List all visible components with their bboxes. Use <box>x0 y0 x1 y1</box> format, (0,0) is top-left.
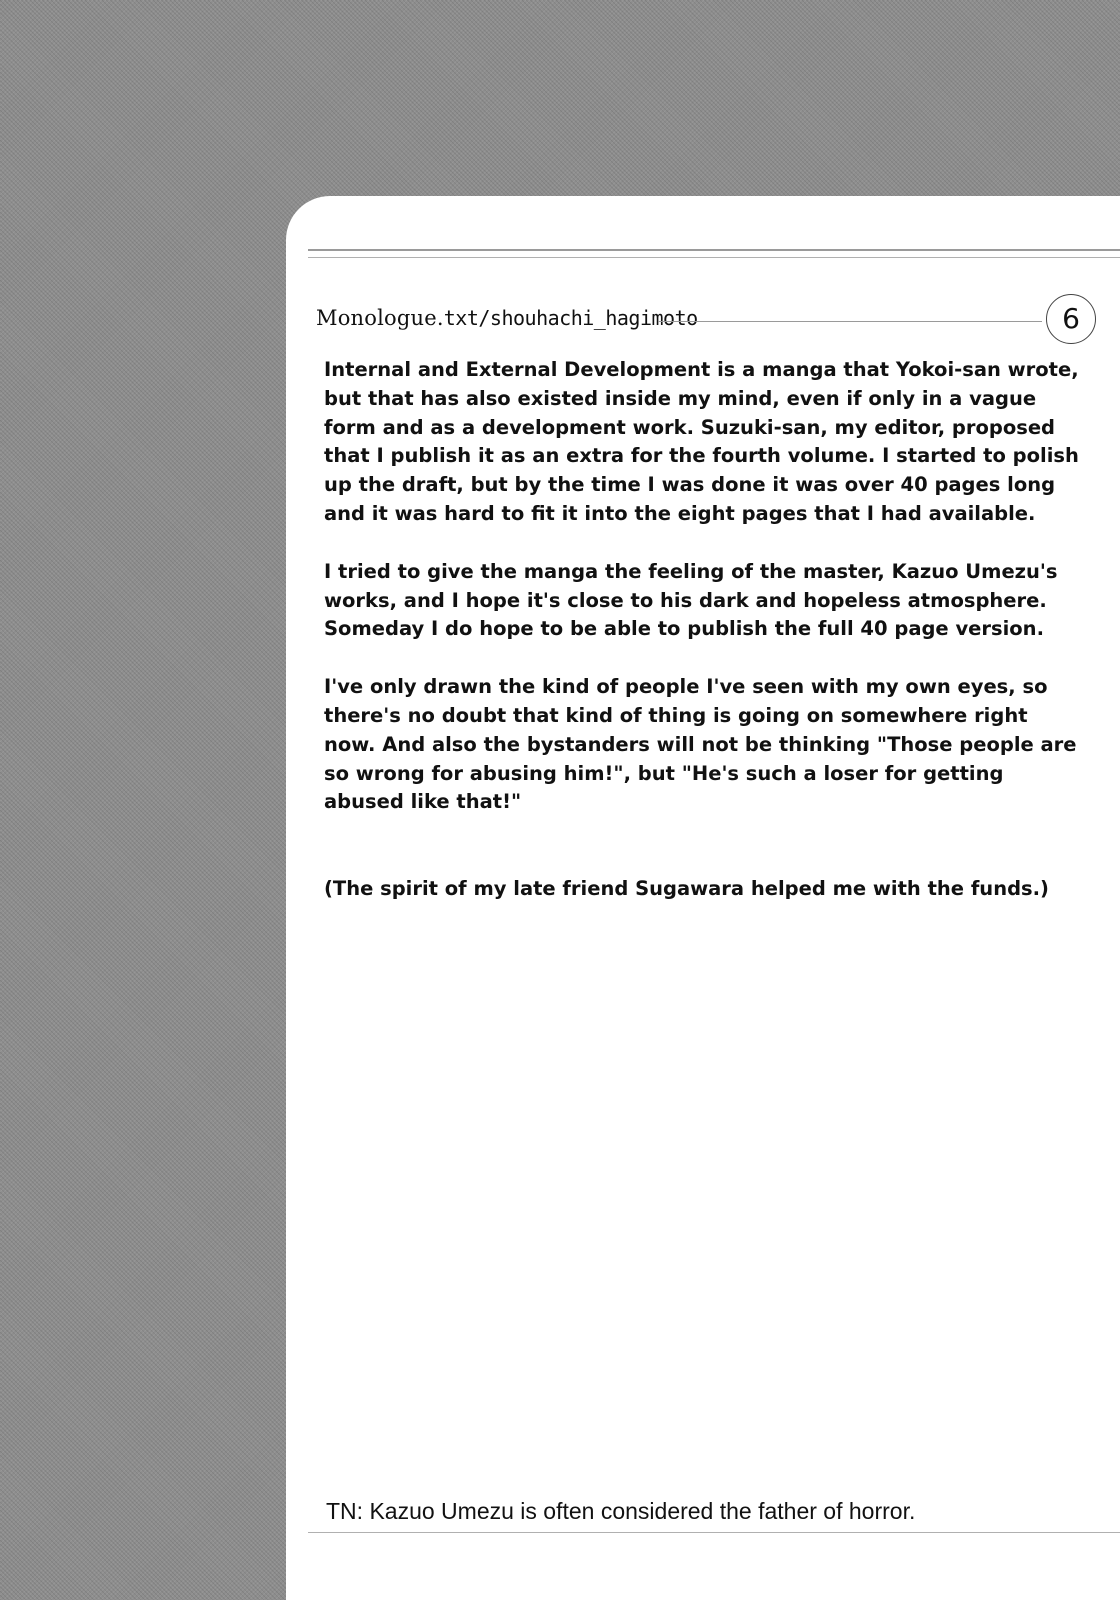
page-title-suffix: txt/shouhachi_hagimoto <box>443 306 698 330</box>
monologue-body <box>324 356 1084 933</box>
page-header <box>316 302 1096 362</box>
paragraph: I've only drawn the kind of people I've seen with my own eyes, so there's no doubt that kind of thing is going on somewhere right now. And also the bystanders will not be thinking "Those people are so wrong for abusing him!", but "He's such a loser for getting abused like that!" <box>324 675 1077 814</box>
paragraph: Internal and External Development is a manga that Yokoi-san wrote, but that has also existed inside my mind, even if only in a vague form and as a development work. Suzuki-san, my editor, proposed that I publish it as an extra for the fourth volume. I started to polish up the draft, but by the time I was done it was over 40 pages long and it was hard to fit it into the eight pages that I had available. <box>324 358 1079 525</box>
header-divider <box>658 321 1042 322</box>
translator-note: TN: Kazuo Umezu is often considered the father of horror. <box>326 1498 916 1524</box>
top-rule <box>308 249 1120 251</box>
top-rule-thin <box>308 257 1120 258</box>
page-number-badge: 6 <box>1046 294 1096 344</box>
paragraph: (The spirit of my late friend Sugawara helped me with the funds.) <box>324 877 1049 901</box>
paragraph: I tried to give the manga the feeling of the master, Kazuo Umezu's works, and I hope it's close to his dark and hopeless atmosphere. Someday I do hope to be able to publish the full 40 page version. <box>324 559 1058 641</box>
page-title <box>316 306 698 330</box>
page-title-prefix: Monologue. <box>316 306 444 330</box>
page-panel <box>286 196 1120 1600</box>
bottom-rule <box>308 1532 1120 1533</box>
